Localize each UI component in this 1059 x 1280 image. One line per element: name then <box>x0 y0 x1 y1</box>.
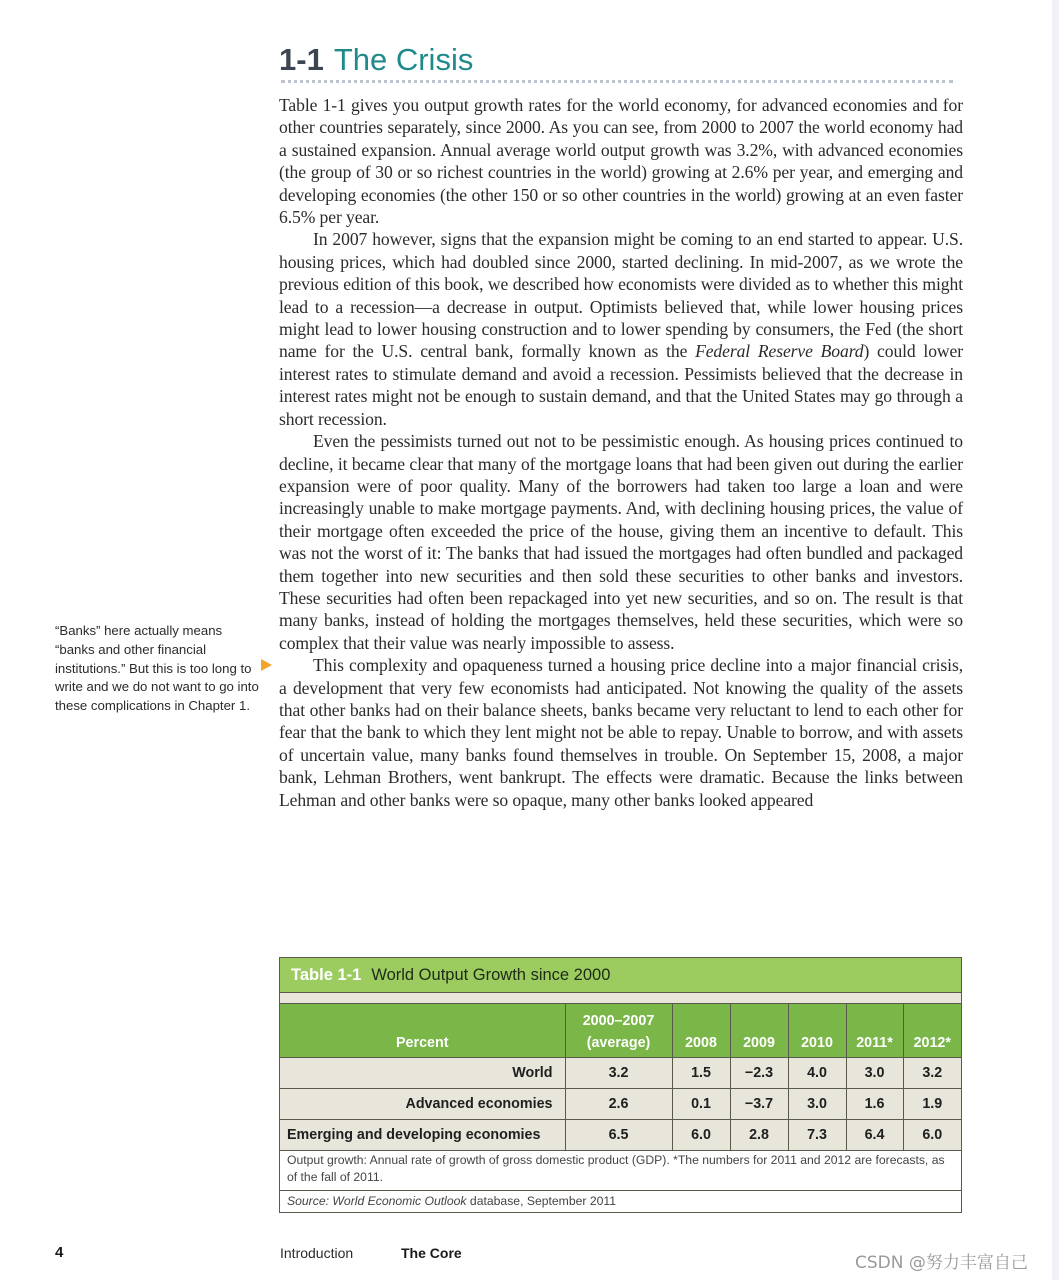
margin-note: “Banks” here actually means “banks and other financial institutions.” But this is too long to write and we do not want to go into these complications in Chapter 1. <box>55 623 259 714</box>
header-2010: 2010 <box>788 1004 846 1058</box>
table-cell: 0.1 <box>672 1089 730 1120</box>
row-label-advanced: Advanced economies <box>280 1089 565 1120</box>
header-2011: 2011* <box>846 1004 903 1058</box>
header-2000-2007 <box>565 1004 672 1058</box>
watermark: CSDN @努力丰富自己 <box>855 1253 1028 1273</box>
table-title-bar <box>280 958 961 993</box>
header-2009: 2009 <box>730 1004 788 1058</box>
table-cell: 4.0 <box>788 1058 846 1089</box>
header-2008: 2008 <box>672 1004 730 1058</box>
paragraph-2-start: In 2007 however, signs that the expansion might be coming to an end started to appear. U.S. housing prices, which had doubled since 2000, started declining. In mid-2007, as we wrote the previous edition of this book, we described how economists were divided as to whether this might lead to a recession—a decrease in output. Optimists believed that, while lower housing prices might lead to lower housing construction and to lower spending by consumers, the Fed (the short name for the U.S. central bank, formally known as the <box>279 229 963 362</box>
table-cell: 6.4 <box>846 1120 903 1151</box>
source-title: World Economic Outlook <box>332 1194 467 1208</box>
paragraph-3: Even the pessimists turned out not to be pessimistic enough. As housing prices continued to decline, it became clear that many of the mortgage loans that had been given out during the earlier expansion were of poor quality. Many of the borrowers had taken too large a loan and were increasingly unable to make mortgage payments. And, with declining housing prices, the value of their mortgage often exceeded the price of the house, giving them an incentive to default. This was not the worst of it: The banks that had issued the mortgages had often bundled and packaged them together into new securities and then sold these securities to other banks and investors. These securities had often been repackaged into yet new securities, and so on. The result is that many banks, instead of holding the mortgages themselves, held these securities, which were so complex that their value was nearly impossible to assess. <box>279 431 963 653</box>
table-spacer <box>280 993 961 1004</box>
table-label: Table 1-1 <box>291 965 362 984</box>
table-cell: 6.0 <box>672 1120 730 1151</box>
header-2000-2007-line2: (average) <box>586 1035 651 1051</box>
table-title: World Output Growth since 2000 <box>371 965 611 984</box>
footer-chapter: The Core <box>401 1245 462 1261</box>
table-header-row <box>280 1004 961 1058</box>
paragraph-4: This complexity and opaqueness turned a housing price decline into a major financial crisis, a development that very few economists had anticipated. Not knowing the quality of the assets that other banks had on their balance sheets, banks became very reluctant to lend to each other for fear that the bank to which they lent might not be able to repay. Unable to borrow, and with assets of uncertain value, many banks found themselves in trouble. On September 15, 2008, a major bank, Lehman Brothers, went bankrupt. The effects were dramatic. Because the links between Lehman and other banks were so opaque, many other banks looked appeared <box>279 655 963 810</box>
row-label-emerging: Emerging and developing economies <box>280 1120 565 1151</box>
table-cell: 1.9 <box>903 1089 961 1120</box>
table-row <box>280 1058 961 1089</box>
table-cell: 3.0 <box>846 1058 903 1089</box>
source-label: Source: <box>287 1194 330 1208</box>
header-percent: Percent <box>280 1004 565 1058</box>
table-source <box>280 1191 961 1212</box>
table-note: Output growth: Annual rate of growth of gross domestic product (GDP). *The numbers for 2011 and 2012 are forecasts, as of the fall of 2011. <box>280 1151 961 1191</box>
table-row <box>280 1089 961 1120</box>
table-cell: 3.0 <box>788 1089 846 1120</box>
data-table <box>280 1004 961 1151</box>
table-world-output-growth <box>279 957 962 1213</box>
section-divider <box>281 80 953 83</box>
footer-part: Introduction <box>280 1245 354 1261</box>
table-cell: −2.3 <box>730 1058 788 1089</box>
table-cell: 7.3 <box>788 1120 846 1151</box>
margin-note-arrow-icon <box>261 659 272 671</box>
table-cell: 1.5 <box>672 1058 730 1089</box>
paragraph-2 <box>279 228 963 430</box>
header-2012: 2012* <box>903 1004 961 1058</box>
table-row <box>280 1120 961 1151</box>
source-rest: database, September 2011 <box>466 1194 617 1208</box>
table-cell: 1.6 <box>846 1089 903 1120</box>
section-heading <box>279 40 473 80</box>
header-2000-2007-line1: 2000–2007 <box>582 1013 655 1029</box>
section-number: 1-1 <box>279 42 324 77</box>
table-cell: 3.2 <box>903 1058 961 1089</box>
table-cell: 3.2 <box>565 1058 672 1089</box>
paragraph-1: Table 1-1 gives you output growth rates for the world economy, for advanced economies and for other countries separately, since 2000. As you can see, from 2000 to 2007 the world economy had a sustained expansion. Annual average world output growth was 3.2%, with advanced economies (the group of 30 or so richest countries in the world) growing at 2.6% per year, and emerging and developing economies (the other 150 or so other countries in the world) growing at an even faster 6.5% per year. <box>279 95 963 228</box>
table-cell: 2.8 <box>730 1120 788 1151</box>
table-cell: 6.0 <box>903 1120 961 1151</box>
page-edge-strip <box>1052 0 1059 1280</box>
table-cell: 2.6 <box>565 1089 672 1120</box>
section-title: The Crisis <box>333 42 474 77</box>
federal-reserve-board-term: Federal Reserve Board <box>695 341 864 362</box>
page-number: 4 <box>55 1244 64 1261</box>
table-cell: 6.5 <box>565 1120 672 1151</box>
body-text <box>279 94 963 811</box>
row-label-world: World <box>280 1058 565 1089</box>
paragraph-2-end: ) could lower interest rates to stimulate demand and avoid a recession. Pessimists believed that the decrease in interest rates might not be enough to sustain demand, and that the United States may go through a short recession. <box>279 341 963 429</box>
table-cell: −3.7 <box>730 1089 788 1120</box>
